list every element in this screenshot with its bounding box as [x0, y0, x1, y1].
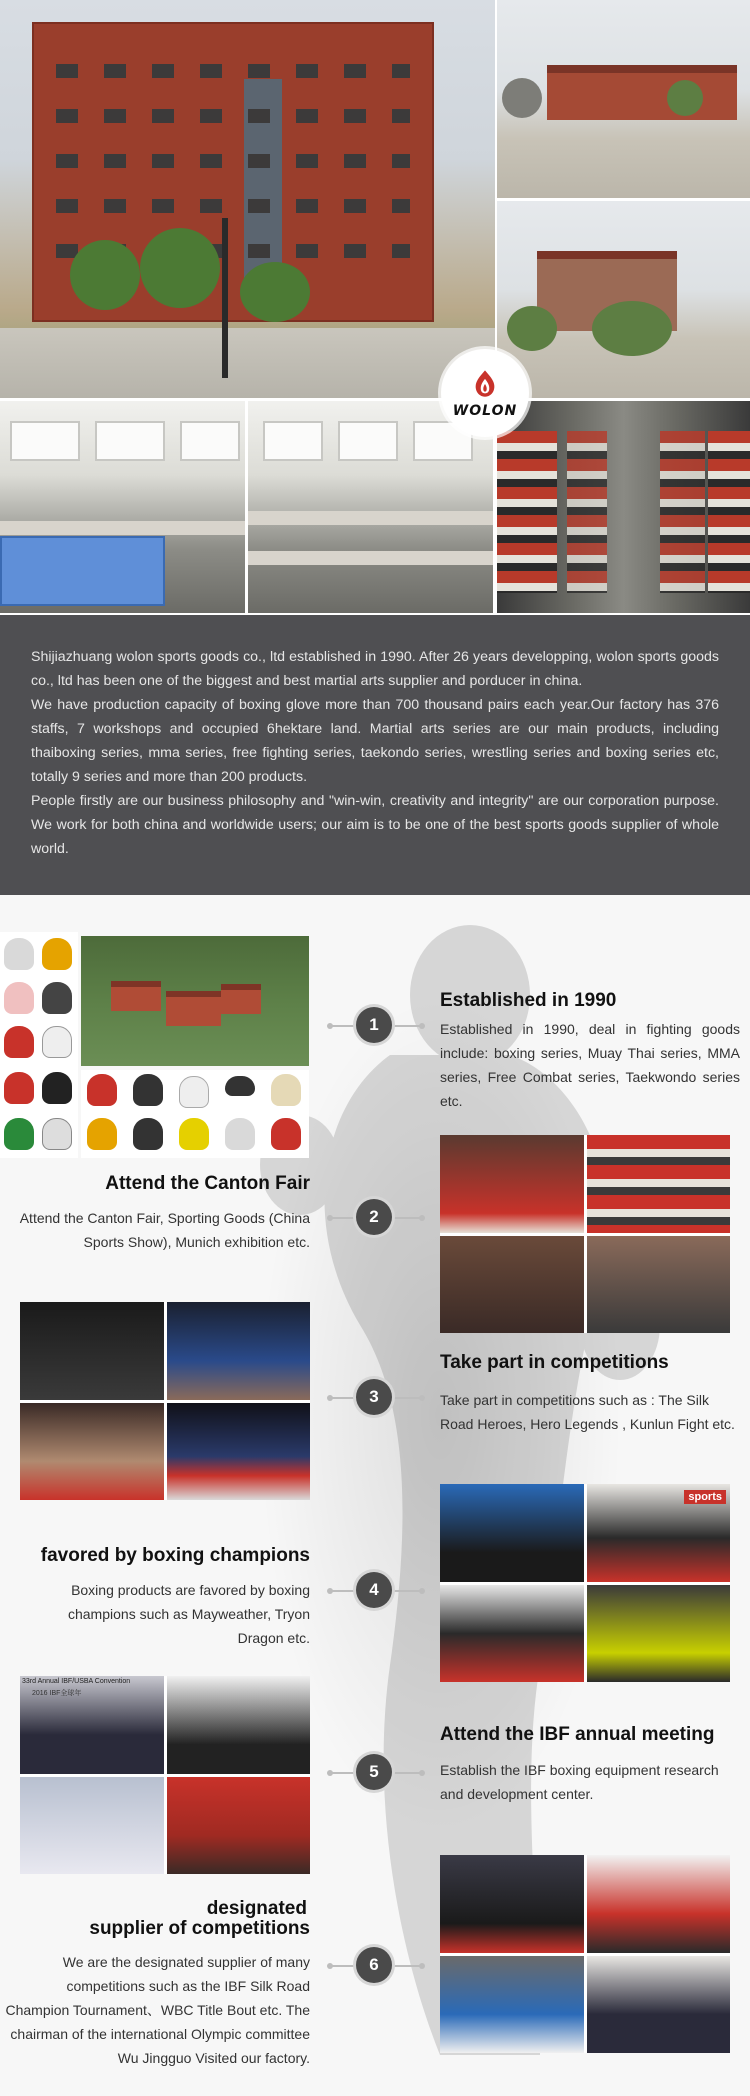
milestone-badge-2: 2: [356, 1199, 392, 1235]
milestone-text-6: We are the designated supplier of many competitions such as the IBF Silk Road Champion Tournament、WBC Title Bout etc. The chairman of the international Olympic committee Wu Jingguo Visited our factory.: [5, 1954, 310, 2066]
milestone-badge-1: 1: [356, 1007, 392, 1043]
about-paragraph-3: People firstly are our business philosophy and "win-win, creativity and integrity" are our corporation purpose. We work for both china and worldwide users; our aim is to be one of the best sports goods supplier of whole world.: [31, 793, 719, 857]
about-paragraph-1: Shijiazhuang wolon sports goods co., ltd established in 1990. After 26 years developping, wolon sports goods co., ltd has been one of the biggest and best martial arts supplier and porducer in china.: [31, 649, 719, 689]
workshop-photo-2: [248, 401, 493, 613]
company-logo: [441, 349, 529, 437]
champions-photos: [440, 1484, 730, 1682]
gloves-row-photo: [81, 1070, 309, 1158]
milestone-badge-5: 5: [356, 1754, 392, 1790]
milestone-text-2: Attend the Canton Fair, Sporting Goods (China Sports Show), Munich exhibition etc.: [19, 1210, 310, 1250]
gloves-grid-photo: [0, 932, 78, 1158]
canton-fair-photos: [440, 1135, 730, 1333]
milestone-title-3: Take part in competitions: [440, 1352, 669, 1373]
warehouse-photo: [497, 401, 750, 613]
milestone-title-4: favored by boxing champions: [40, 1545, 310, 1566]
milestone-badge-3: 3: [356, 1379, 392, 1415]
flame-emblem-icon: [468, 367, 502, 401]
workshop-photo-1: [0, 401, 245, 613]
milestone-badge-4: 4: [356, 1572, 392, 1608]
milestone-badge-6: 6: [356, 1947, 392, 1983]
ibf-convention-photos: [20, 1676, 310, 1874]
about-section: [0, 615, 750, 895]
campus-aerial-photo: [81, 936, 309, 1066]
factory-building-photo: [0, 0, 495, 398]
convention-banner-text: 33rd Annual IBF/USBA Convention: [22, 1678, 131, 1685]
milestone-text-3: Take part in competitions such as : The Silk Road Heroes, Hero Legends , Kunlun Fight etc.: [440, 1392, 735, 1432]
milestone-title-6-line2: supplier of competitions: [89, 1918, 310, 1939]
milestone-text-1: Established in 1990, deal in fighting goods include: boxing series, Muay Thai series, MMA series, Free Combat series, Taekwondo series etc.: [440, 1021, 740, 1109]
milestone-title-1: Established in 1990: [440, 990, 617, 1011]
logo-brand-text: WOLON: [452, 403, 518, 419]
milestone-title-5: Attend the IBF annual meeting: [440, 1724, 715, 1745]
sports-sign-text: sports: [684, 1490, 726, 1504]
convention-sub-text: 2016 IBF全球年: [32, 1690, 82, 1697]
factory-side-photo: [497, 201, 750, 398]
milestone-text-4: Boxing products are favored by boxing champions such as Mayweather, Tryon Dragon etc.: [67, 1582, 310, 1646]
competition-photos: [20, 1302, 310, 1500]
milestone-text-5: Establish the IBF boxing equipment research and development center.: [440, 1762, 719, 1802]
about-paragraph-2: We have production capacity of boxing glove more than 700 thousand pairs each year.Our factory has 376 staffs, 7 workshops and occupied 6hektare land. Martial arts series are our main products, including thaiboxing series, mma series, free fighting series, taekondo series, wrestling series and boxing series etc, totally 9 series and more than 200 products.: [31, 697, 719, 785]
factory-courtyard-photo: [497, 0, 750, 198]
supplier-competition-photos: [440, 1855, 730, 2053]
milestone-title-6-line1: designated: [206, 1898, 307, 1919]
milestone-title-2: Attend the Canton Fair: [105, 1173, 310, 1194]
